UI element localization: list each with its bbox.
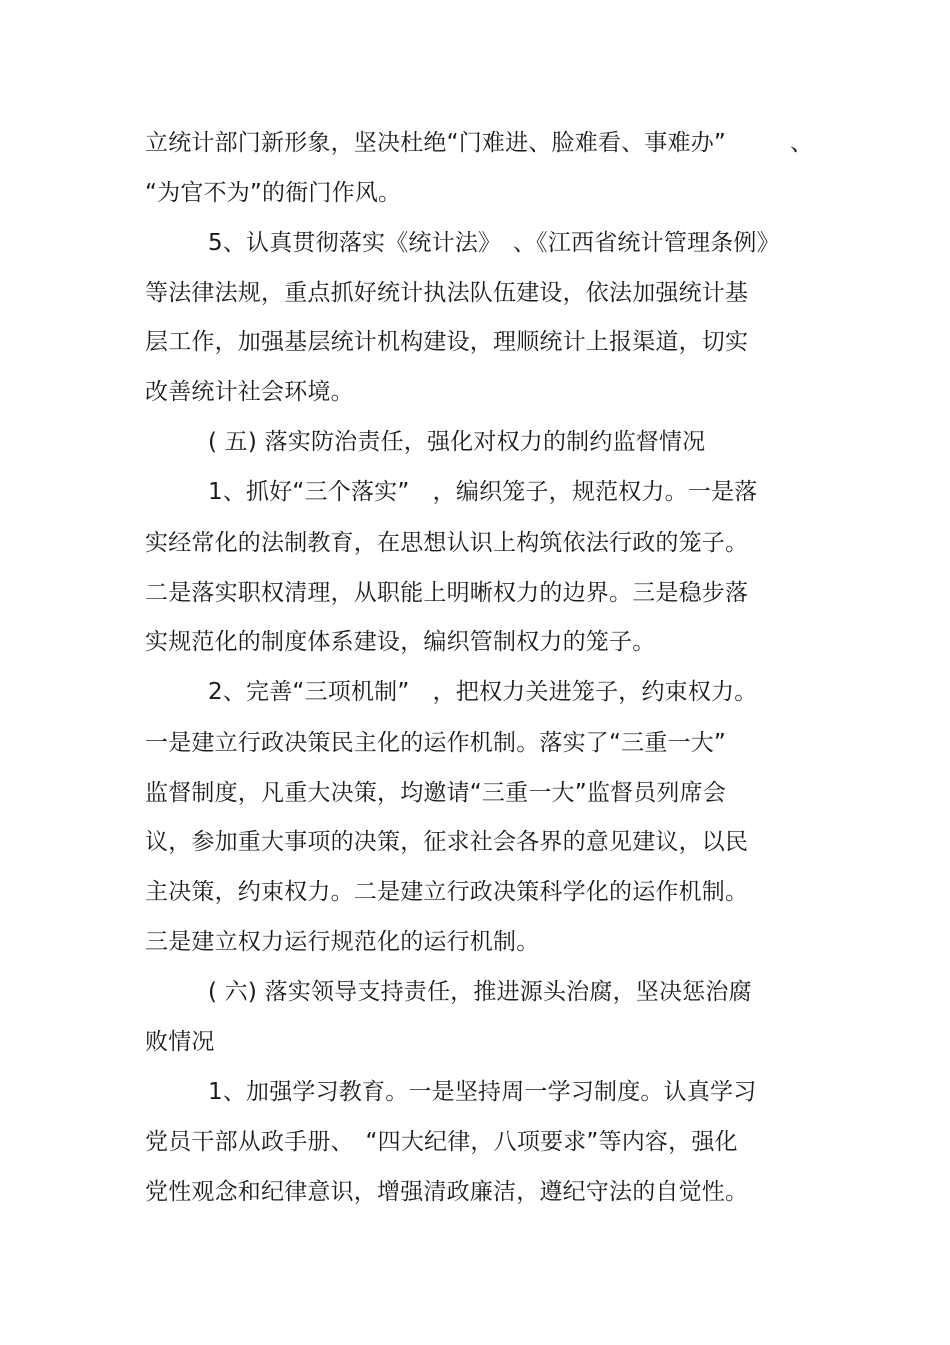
text-line-17: 三是建立权力运行规范化的运行机制。: [145, 929, 540, 955]
text-line-5: 层工作，加强基层统计机构建设，理顺统计上报渠道，切实: [145, 329, 749, 355]
text-line-19: 败情况: [145, 1029, 215, 1055]
text-line-21: 党员干部从政手册、 “四大纪律，八项要求”等内容，强化: [145, 1129, 738, 1155]
text-line-16: 主决策，约束权力。二是建立行政决策科学化的运作机制。: [145, 879, 749, 905]
section-heading-6: ( 六) 落实领导支持责任，推进源头治腐，坚决惩治腐: [208, 979, 752, 1005]
line-1-tail-mark: 、: [790, 130, 813, 156]
text-line-2: “为官不为”的衙门作风。: [145, 180, 402, 206]
text-line-4: 等法律法规，重点抓好统计执法队伍建设，依法加强统计基: [145, 280, 749, 306]
text-line-14: 监督制度，凡重大决策，均邀请“三重一大”监督员列席会: [145, 780, 727, 806]
text-line-10: 二是落实职权清理，从职能上明晰权力的边界。三是稳步落: [145, 580, 749, 606]
text-line-20: 1、加强学习教育。一是坚持周一学习制度。认真学习: [208, 1079, 757, 1105]
text-line-11: 实规范化的制度体系建设，编织管制权力的笼子。: [145, 629, 656, 655]
text-line-9: 实经常化的法制教育，在思想认识上构筑依法行政的笼子。: [145, 530, 749, 556]
text-line-6: 改善统计社会环境。: [145, 379, 354, 405]
text-line-1: 立统计部门新形象，坚决杜绝“门难进、脸难看、事难办”: [145, 130, 727, 156]
section-heading-5: ( 五) 落实防治责任，强化对权力的制约监督情况: [208, 429, 706, 455]
text-line-22: 党性观念和纪律意识，增强清政廉洁，遵纪守法的自觉性。: [145, 1179, 749, 1205]
text-line-8: 1、抓好“三个落实” ，编织笼子，规范权力。一是落: [208, 479, 758, 505]
text-line-13: 一是建立行政决策民主化的运作机制。落实了“三重一大”: [145, 730, 727, 756]
text-line-15: 议，参加重大事项的决策，征求社会各界的意见建议，以民: [145, 829, 749, 855]
text-line-3: 5、认真贯彻落实《统计法》 、《江西省统计管理条例》: [208, 230, 780, 256]
text-line-12: 2、完善“三项机制” ，把权力关进笼子，约束权力。: [208, 679, 758, 705]
